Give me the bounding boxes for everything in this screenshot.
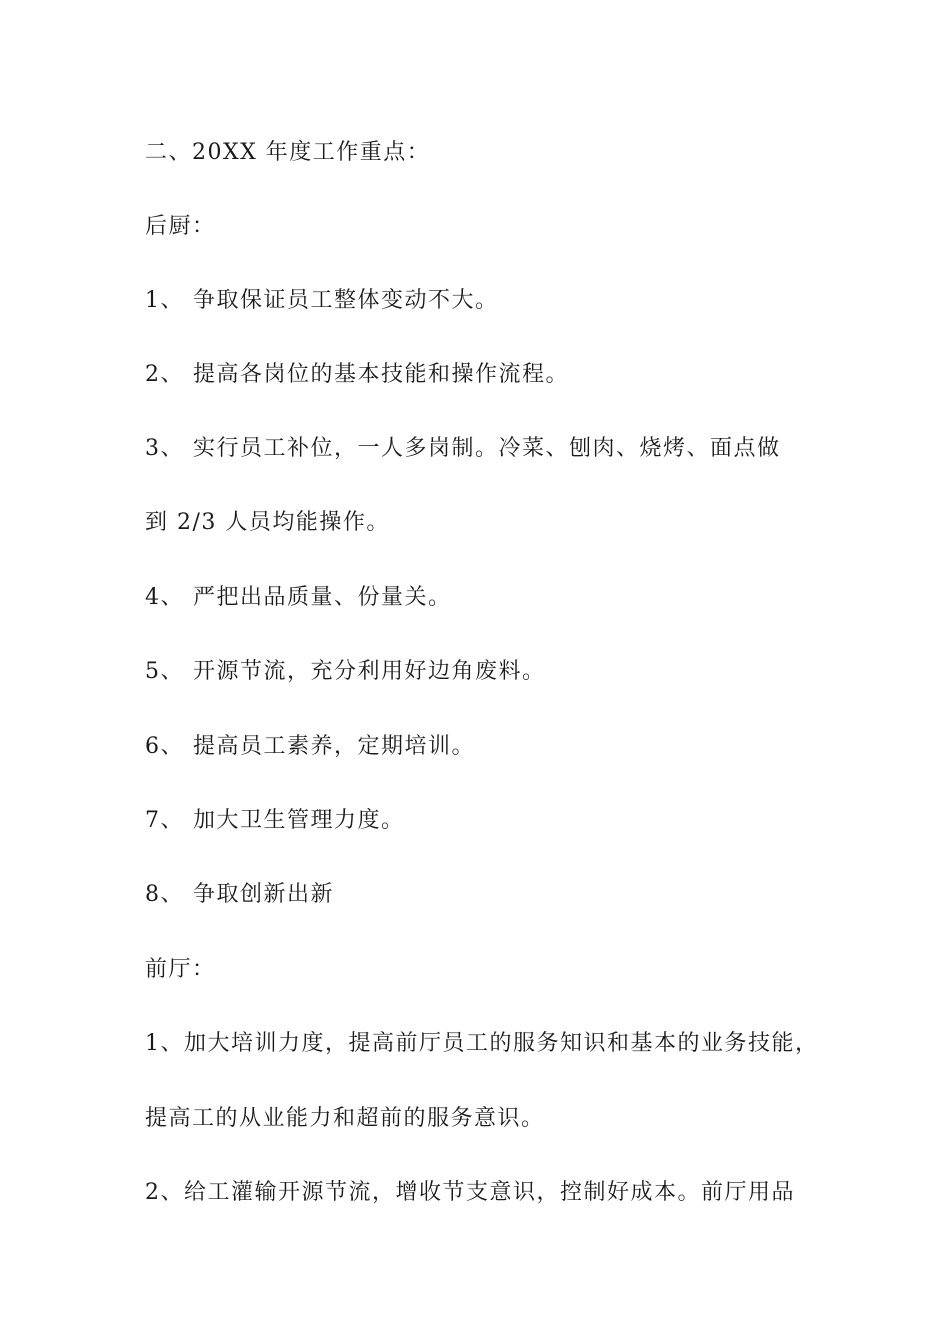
kitchen-item-7	[145, 807, 405, 835]
item-number: 7、	[145, 808, 184, 833]
item-text: 提高各岗位的基本技能和操作流程。	[193, 362, 570, 387]
kitchen-heading: 后厨：	[145, 214, 216, 239]
kitchen-item-6	[145, 733, 475, 761]
item-text: 严把出品质量、份量关。	[193, 585, 452, 610]
item-number: 5、	[145, 659, 184, 684]
item-number: 1、	[145, 288, 184, 313]
item-text: 加大卫生管理力度。	[193, 808, 405, 833]
kitchen-item-3	[145, 435, 781, 463]
front-hall-item-1: 1、加大培训力度，提高前厅员工的服务知识和基本的业务技能，	[145, 1031, 819, 1056]
front-hall-item-1-continuation: 提高工的从业能力和超前的服务意识。	[145, 1106, 545, 1131]
item-text: 提高员工素养，定期培训。	[193, 734, 476, 759]
item-text: 争取保证员工整体变动不大。	[193, 288, 499, 313]
item-number: 8、	[145, 882, 184, 907]
item-number: 4、	[145, 585, 184, 610]
kitchen-item-5	[145, 658, 546, 686]
kitchen-item-3-continuation: 到 2/3 人员均能操作。	[145, 510, 390, 535]
item-text: 开源节流，充分利用好边角废料。	[193, 659, 546, 684]
item-number: 6、	[145, 734, 184, 759]
item-text: 实行员工补位，一人多岗制。冷菜、刨肉、烧烤、面点做	[193, 436, 781, 461]
item-number: 2、	[145, 362, 184, 387]
item-text: 争取创新出新	[193, 882, 335, 907]
kitchen-item-4	[145, 584, 452, 612]
kitchen-item-8	[145, 881, 334, 909]
front-hall-heading: 前厅：	[145, 957, 216, 982]
kitchen-item-1	[145, 287, 499, 315]
section-heading: 二、20XX 年度工作重点：	[145, 140, 431, 165]
kitchen-item-2	[145, 361, 569, 389]
item-number: 3、	[145, 436, 184, 461]
front-hall-item-2: 2、给工灌输开源节流，增收节支意识，控制好成本。前厅用品	[145, 1180, 795, 1205]
